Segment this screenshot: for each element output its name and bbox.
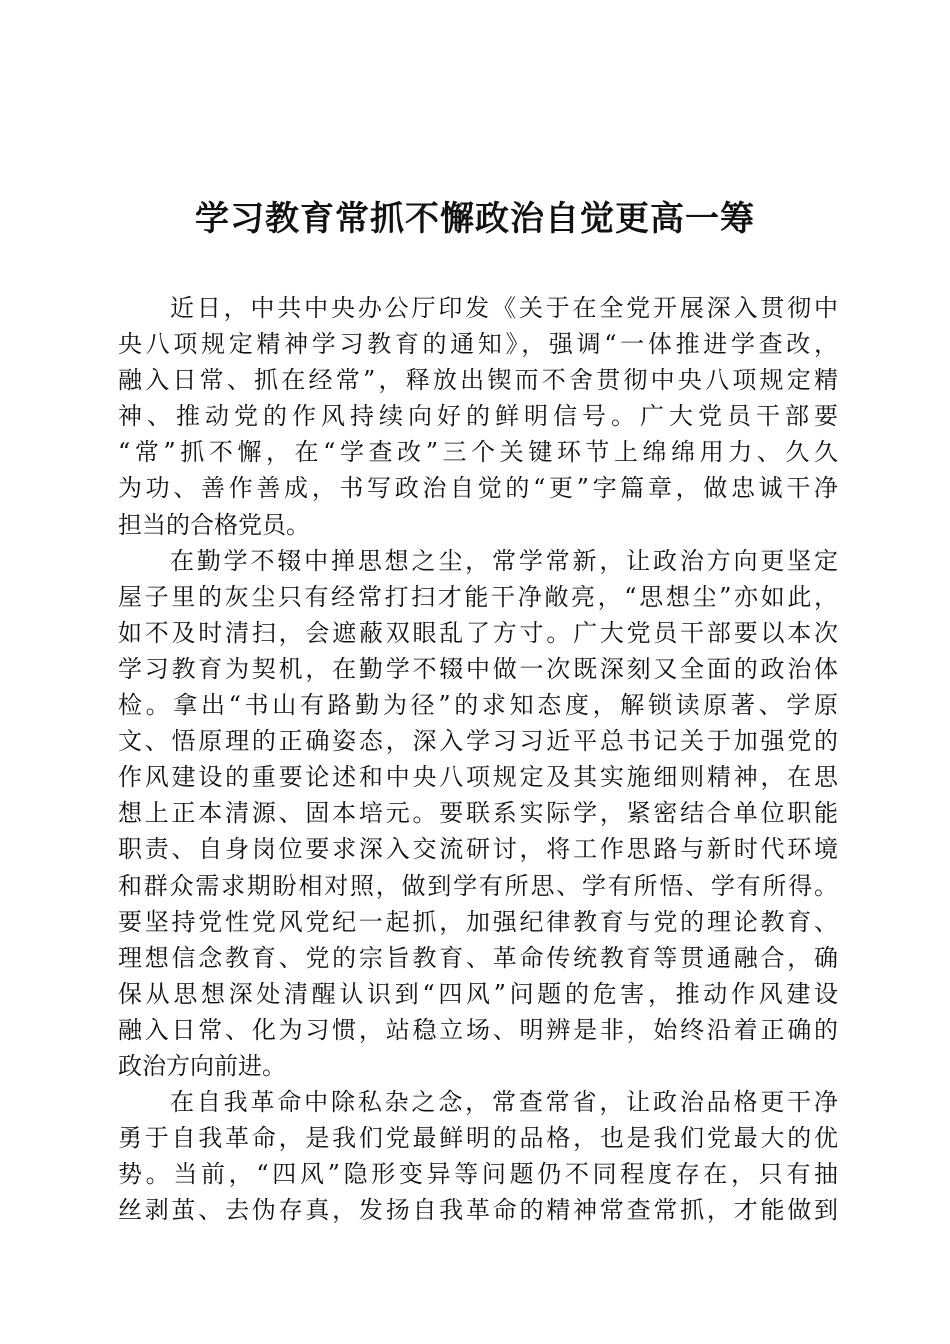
text-line: 近日，中共中央办公厅印发《关于在全党开展深入贯彻中 (170, 294, 838, 322)
text-line: 丝剥茧、去伪存真，发扬自我革命的精神常查常抓，才能做到 (118, 1196, 838, 1225)
text-line: 理想信念教育、党的宗旨教育、革命传统教育等贯通融合，确 (118, 943, 838, 972)
text-line: 想上正本清源、固本培元。要联系实际学，紧密结合单位职能 (118, 799, 838, 828)
text-line: 保从思想深处清醒认识到“四风”问题的危害，推动作风建设 (118, 979, 838, 1008)
text-line: 和群众需求期盼相对照，做到学有所思、学有所悟、学有所得。 (118, 871, 838, 900)
text-line: 政治方向前进。 (118, 1051, 286, 1080)
text-line: 职责、自身岗位要求深入交流研讨，将工作思路与新时代环境 (118, 835, 838, 864)
text-line: 勇于自我革命，是我们党最鲜明的品格，也是我们党最大的优 (118, 1124, 838, 1153)
text-line: 势。当前，“四风”隐形变异等问题仍不同程度存在，只有抽 (118, 1160, 838, 1189)
text-line: 作风建设的重要论述和中央八项规定及其实施细则精神，在思 (118, 763, 838, 792)
text-line: 在勤学不辍中掸思想之尘，常学常新，让政治方向更坚定 (170, 546, 838, 575)
text-line: “常”抓不懈，在“学查改”三个关键环节上绵绵用力、久久 (118, 438, 838, 467)
text-line: 融入日常、抓在经常”，释放出锲而不舍贯彻中央八项规定精 (118, 366, 838, 395)
text-line: 为功、善作善成，书写政治自觉的“更”字篇章，做忠诚干净 (118, 474, 838, 503)
document-title: 学习教育常抓不懈政治自觉更高一筹 (195, 199, 755, 239)
document-body (118, 290, 838, 1228)
text-line: 担当的合格党员。 (118, 510, 310, 539)
text-line: 融入日常、化为习惯，站稳立场、明辨是非，始终沿着正确的 (118, 1015, 838, 1044)
text-line: 学习教育为契机，在勤学不辍中做一次既深刻又全面的政治体 (118, 654, 838, 683)
text-line: 要坚持党性党风党纪一起抓，加强纪律教育与党的理论教育、 (118, 907, 838, 936)
text-line: 央八项规定精神学习教育的通知》，强调“一体推进学查改， (118, 330, 838, 359)
text-line: 在自我革命中除私杂之念，常查常省，让政治品格更干净 (170, 1088, 838, 1117)
text-line: 如不及时清扫，会遮蔽双眼乱了方寸。广大党员干部要以本次 (118, 618, 838, 647)
text-line: 检。拿出“书山有路勤为径”的求知态度，解锁读原著、学原 (118, 691, 838, 720)
text-line: 文、悟原理的正确姿态，深入学习习近平总书记关于加强党的 (118, 727, 838, 756)
text-line: 神、推动党的作风持续向好的鲜明信号。广大党员干部要 (118, 402, 838, 431)
text-line: 屋子里的灰尘只有经常打扫才能干净敞亮，“思想尘”亦如此， (118, 582, 838, 611)
